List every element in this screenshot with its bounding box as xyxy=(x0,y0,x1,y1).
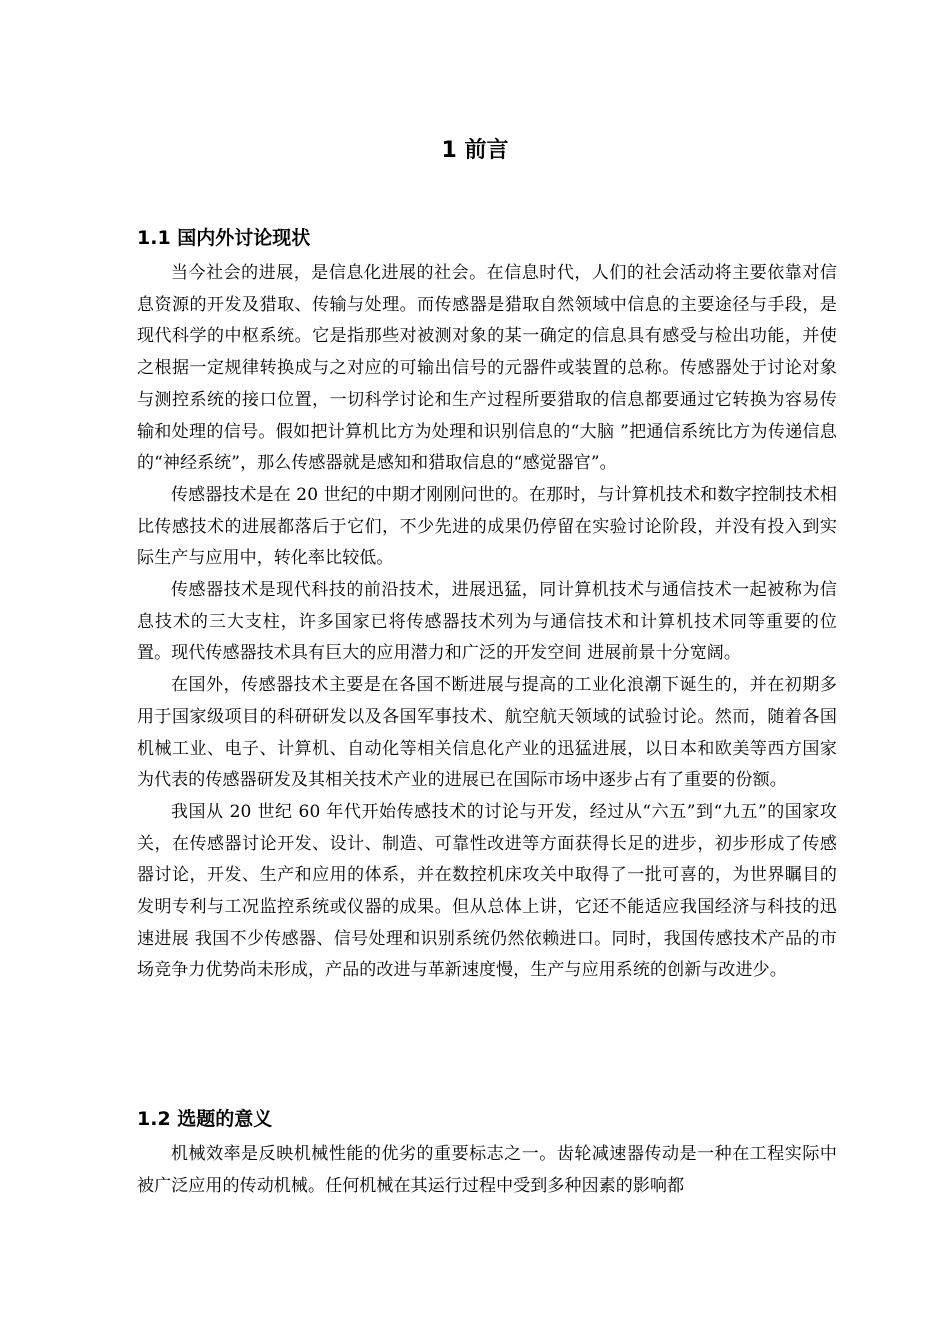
chapter-title: 1 前言 xyxy=(441,138,509,163)
section-topic-significance xyxy=(137,1105,837,1202)
paragraph: 机械效率是反映机械性能的优劣的重要标志之一。齿轮减速器传动是一种在工程实际中被广泛应用的传动机械。任何机械在其运行过程中受到多种因素的影响都 xyxy=(137,1144,837,1196)
paragraph: 传感器技术是在 20 世纪的中期才刚刚问世的。在那时，与计算机技术和数字控制技术相比传感技术的进展都落后于它们，不少先进的成果仍停留在实验讨论阶段，并没有投入到实际生产与应用中，转化率比较低。 xyxy=(137,484,837,569)
paragraph: 传感器技术是现代科技的前沿技术，进展迅猛，同计算机技术与通信技术一起被称为信息技术的三大支柱，许多国家已将传感器技术列为与通信技术和计算机技术同等重要的位置。现代传感器技术具有巨大的应用潜力和广泛的开发空间 进展前景十分宽阔。 xyxy=(137,580,837,664)
paragraph: 在国外，传感器技术主要是在各国不断进展与提高的工业化浪潮下诞生的，并在初期多用于国家级项目的科研研发以及各国军事技术、航空航天领域的试验讨论。然而，随着各国机械工业、电子、计算机、自动化等相关信息化产业的迅猛进展，以日本和欧美等西方国家为代表的传感器研发及其相关技术产业的进展已在国际市场中逐步占有了重要的份额。 xyxy=(137,675,837,791)
section-current-status xyxy=(137,224,837,987)
section-heading: 1.2 选题的意义 xyxy=(137,1108,273,1130)
paragraph: 当今社会的进展，是信息化进展的社会。在信息时代，人们的社会活动将主要依靠对信息资源的开发及猎取、传输与处理。而传感器是猎取自然领域中信息的主要途径与手段，是现代科学的中枢系统。它是指那些对被测对象的某一确定的信息具有感受与检出功能，并使之根据一定规律转换成与之对应的可输出信号的元器件或装置的总称。传感器处于讨论对象与测控系统的接口位置，一切科学讨论和生产过程所要猎取的信息都要通过它转换为容易传输和处理的信号。假如把计算机比方为处理和识别信息的“大脑 ”把通信系统比方为传递信息的“神经系统”，那么传感器就是感知和猎取信息的“感觉器官”。 xyxy=(137,263,837,474)
section-heading: 1.1 国内外讨论现状 xyxy=(137,227,311,249)
paragraph: 我国从 20 世纪 60 年代开始传感技术的讨论与开发，经过从“六五”到“九五”的国家攻关，在传感器讨论开发、设计、制造、可靠性改进等方面获得长足的进步，初步形成了传感器讨论，开发、生产和应用的体系，并在数控机床攻关中取得了一批可喜的，为世界瞩目的发明专利与工况监控系统或仪器的成果。但从总体上讲，它还不能适应我国经济与科技的迅速进展 我国不少传感器、信号处理和识别系统仍然依赖进口。同时，我国传感技术产品的市场竞争力优势尚未形成，产品的改进与革新速度慢，生产与应用系统的创新与改进少。 xyxy=(137,801,837,981)
